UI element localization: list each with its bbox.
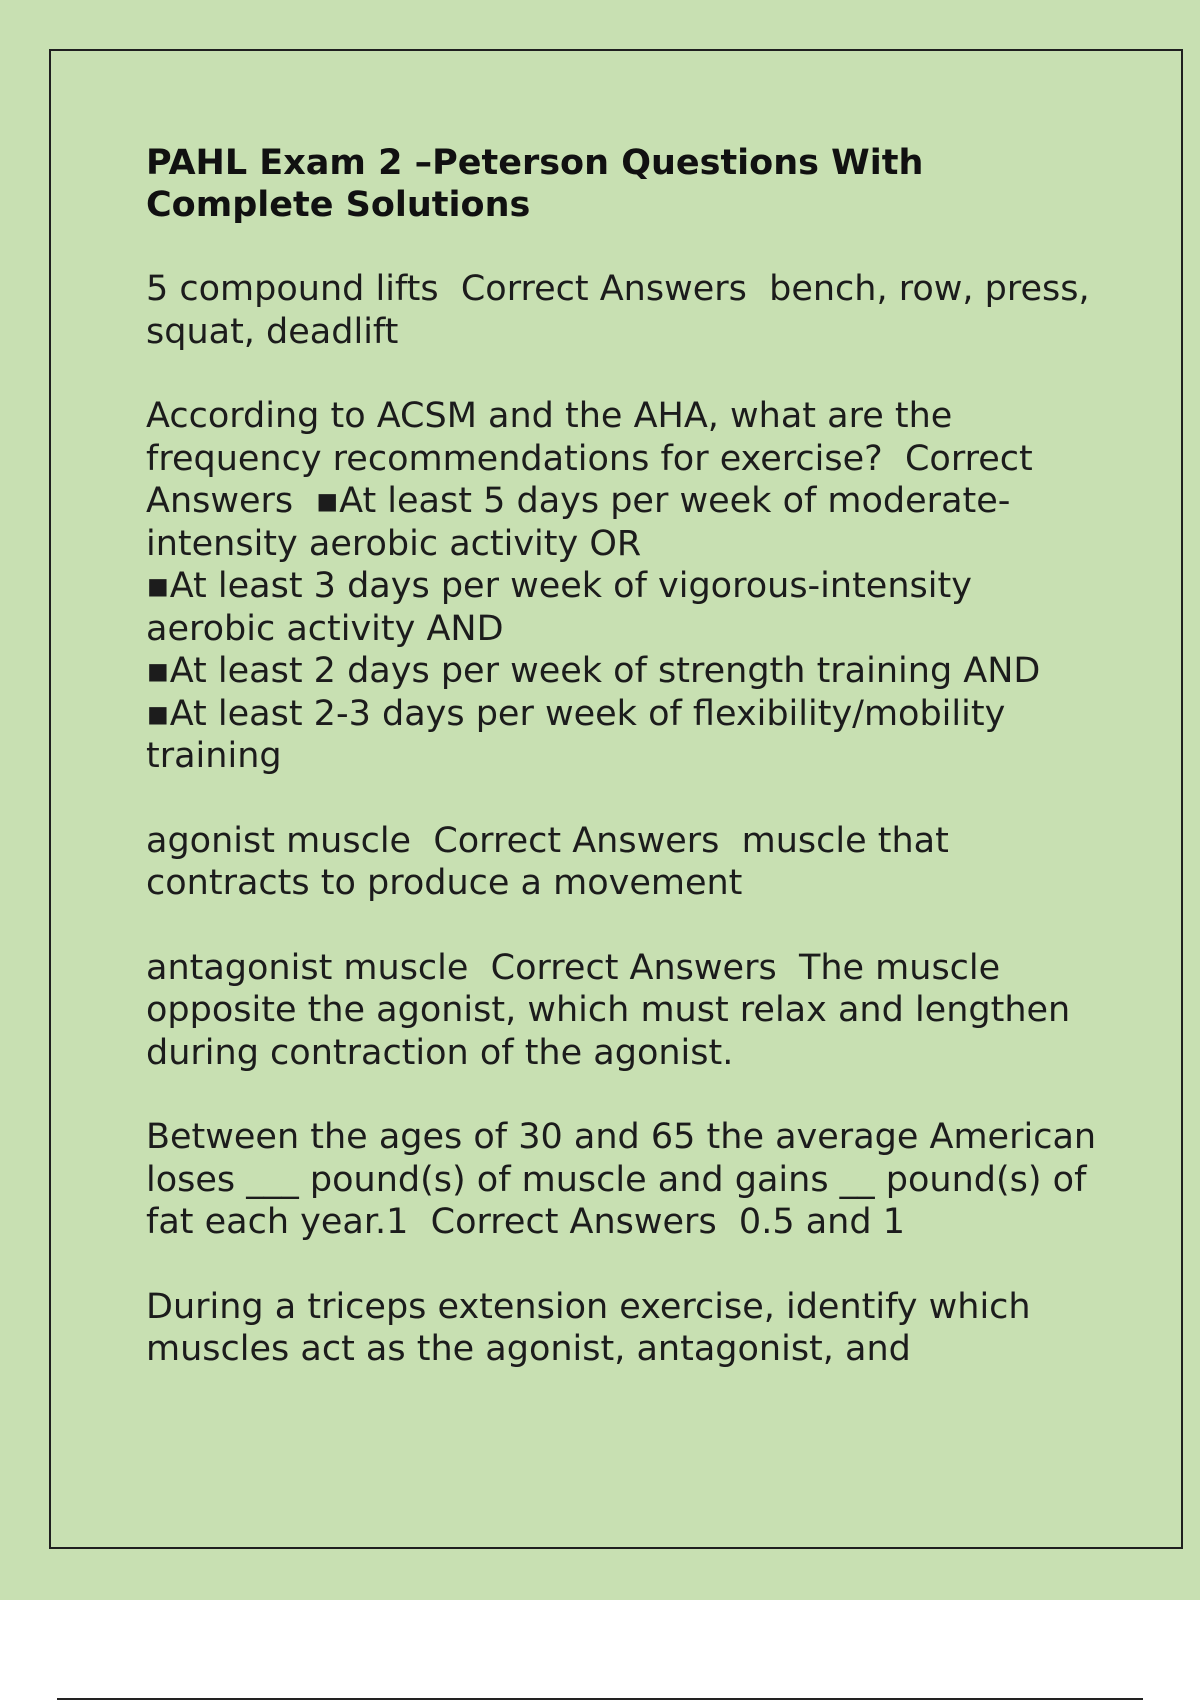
qa-entry-triceps-extension: During a triceps extension exercise, identify which muscles act as the agonist, antagonist, and	[146, 1286, 1042, 1369]
qa-entry-frequency-recommendations: According to ACSM and the AHA, what are the frequency recommendations for exercise? Correct Answers ▪At least 5 days per week of moderate-intensity aerobic activity OR ▪At least 3 days per week of vigorous-intensity aerobic activity AND ▪At least 2 days per week of strength training AND ▪At least 2-3 days per week of flexibility/mobility training	[146, 396, 1041, 776]
qa-entry-compound-lifts: 5 compound lifts Correct Answers bench, row, press, squat, deadlift	[146, 269, 1101, 352]
qa-entry-antagonist-muscle: antagonist muscle Correct Answers The muscle opposite the agonist, which must relax and lengthen during contraction of the agonist.	[146, 947, 1082, 1073]
qa-entry-muscle-fat-change: Between the ages of 30 and 65 the average American loses ___ pound(s) of muscle and gains __ pound(s) of fat each year.1 Correct Answers 0.5 and 1	[146, 1117, 1108, 1242]
document-body	[146, 142, 1106, 1413]
qa-entry-agonist-muscle: agonist muscle Correct Answers muscle that contracts to produce a movement	[146, 820, 960, 903]
document-title: PAHL Exam 2 –Peterson Questions With Complete Solutions	[146, 143, 924, 225]
